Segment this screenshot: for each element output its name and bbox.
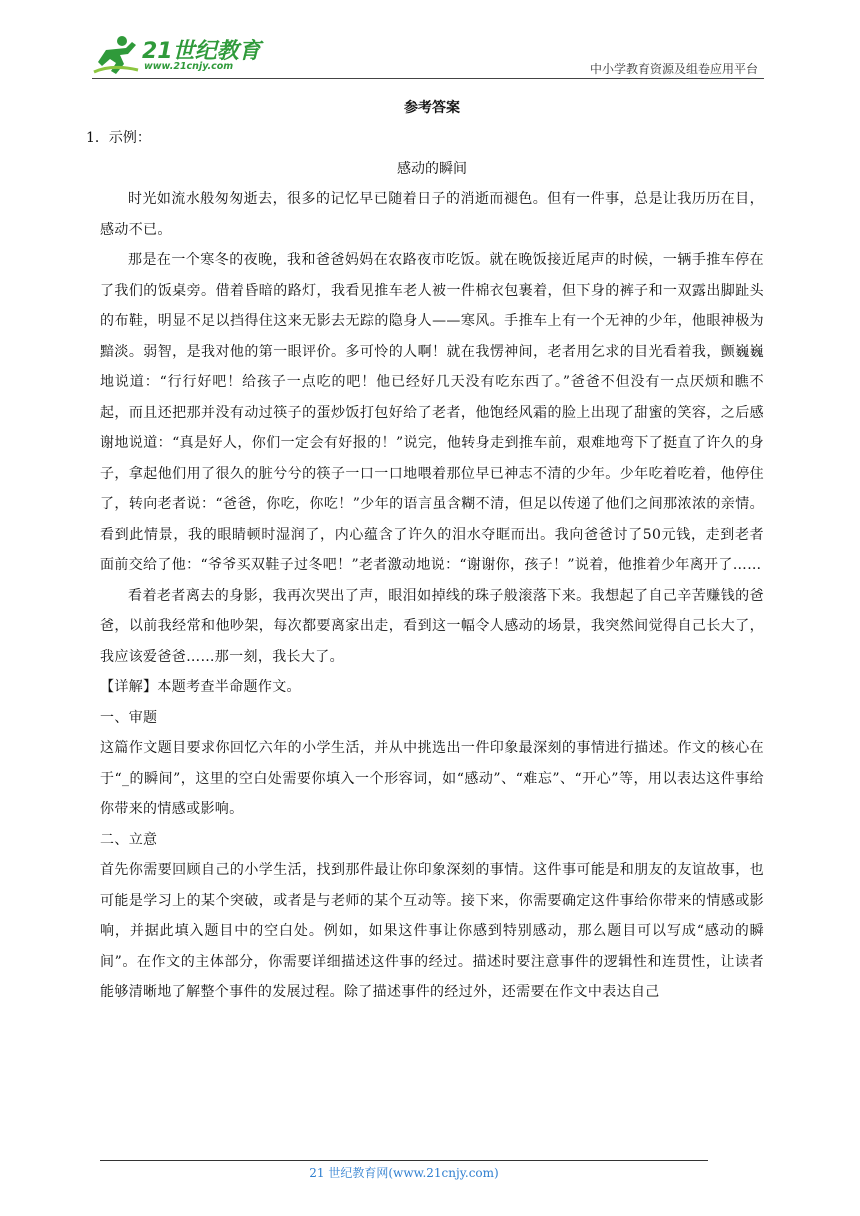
section-text-1: 这篇作文题目要求你回忆六年的小学生活，并从中挑选出一件印象最深刻的事情进行描述。作文的核心在于“_的瞬间”，这里的空白处需要你填入一个形容词，如“感动”、“难忘”、“开心”等，用以表达这件事给你带来的情感或影响。 (100, 740, 764, 817)
essay-title: 感动的瞬间 (397, 160, 467, 177)
runner-logo-icon (92, 34, 140, 78)
header-divider (92, 78, 764, 79)
footer-divider (100, 1160, 708, 1161)
header-platform-text: 中小学教育资源及组卷应用平台 (589, 62, 758, 76)
essay-paragraph-1: 时光如流水般匆匆逝去，很多的记忆早已随着日子的消逝而褪色。但有一件事，总是让我历历在目，感动不已。 (100, 191, 764, 238)
detail-label: 【详解】本题考查半命题作文。 (100, 679, 301, 695)
page-header (92, 30, 768, 80)
logo-url: www.21cnjy.com (144, 61, 234, 72)
question-label: 1．示例： (86, 130, 151, 146)
essay-paragraph-2: 那是在一个寒冬的夜晚，我和爸爸妈妈在农路夜市吃饭。就在晚饭接近尾声的时候，一辆手推车停在了我们的饭桌旁。借着昏暗的路灯，我看见推车老人被一件棉衣包裹着，但下身的裤子和一双露出脚趾头的布鞋，明显不足以挡得住这来无影去无踪的隐身人——寒风。手推车上有一个无神的少年，他眼神极为黯淡。弱智，是我对他的第一眼评价。多可怜的人啊！就在我愣神间，老者用乞求的目光看着我，颤巍巍地说道：“行行好吧！给孩子一点吃的吧！他已经好几天没有吃东西了。”爸爸不但没有一点厌烦和瞧不起，而且还把那并没有动过筷子的蛋炒饭打包好给了老者，他饱经风霜的脸上出现了甜蜜的笑容，之后感谢地说道：“真是好人，你们一定会有好报的！”说完，他转身走到推车前，艰难地弯下了挺直了许久的身子，拿起他们用了很久的脏兮兮的筷子一口一口地喂着那位早已神志不清的少年。少年吃着吃着，他停住了，转向老者说：“爸爸，你吃，你吃！”少年的语言虽含糊不清，但足以传递了他们之间那浓浓的亲情。看到此情景，我的眼睛顿时湿润了，内心蕴含了许久的泪水夺眶而出。我向爸爸讨了50元钱，走到老者面前交给了他：“爷爷买双鞋子过冬吧！”老者激动地说：“谢谢你，孩子！”说着，他推着少年离开了…… (100, 252, 764, 573)
footer-text: 21 世纪教育网(www.21cnjy.com) (309, 1166, 499, 1180)
section-title-2: 二、立意 (100, 831, 158, 848)
doc-title: 参考答案 (404, 100, 460, 116)
document-body (86, 93, 764, 1008)
logo-text: 21世纪教育 (142, 39, 261, 64)
essay-paragraph-3: 看着老者离去的身影，我再次哭出了声，眼泪如掉线的珠子般滚落下来。我想起了自己辛苦赚钱的爸爸，以前我经常和他吵架，每次都要离家出走，看到这一幅令人感动的场景，我突然间觉得自己长大了，我应该爱爸爸……那一刻，我长大了。 (100, 587, 764, 665)
site-logo (92, 34, 262, 78)
section-title-1: 一、审题 (100, 709, 158, 726)
section-text-2: 首先你需要回顾自己的小学生活，找到那件最让你印象深刻的事情。这件事可能是和朋友的友谊故事，也可能是学习上的某个突破，或者是与老师的某个互动等。接下来，你需要确定这件事给你带来的情感或影响，并据此填入题目中的空白处。例如，如果这件事让你感到特别感动，那么题目可以写成“感动的瞬间”。在作文的主体部分，你需要详细描述这件事的经过。描述时要注意事件的逻辑性和连贯性，让读者能够清晰地了解整个事件的发展过程。除了描述事件的经过外，还需要在作文中表达自己 (100, 862, 764, 1000)
